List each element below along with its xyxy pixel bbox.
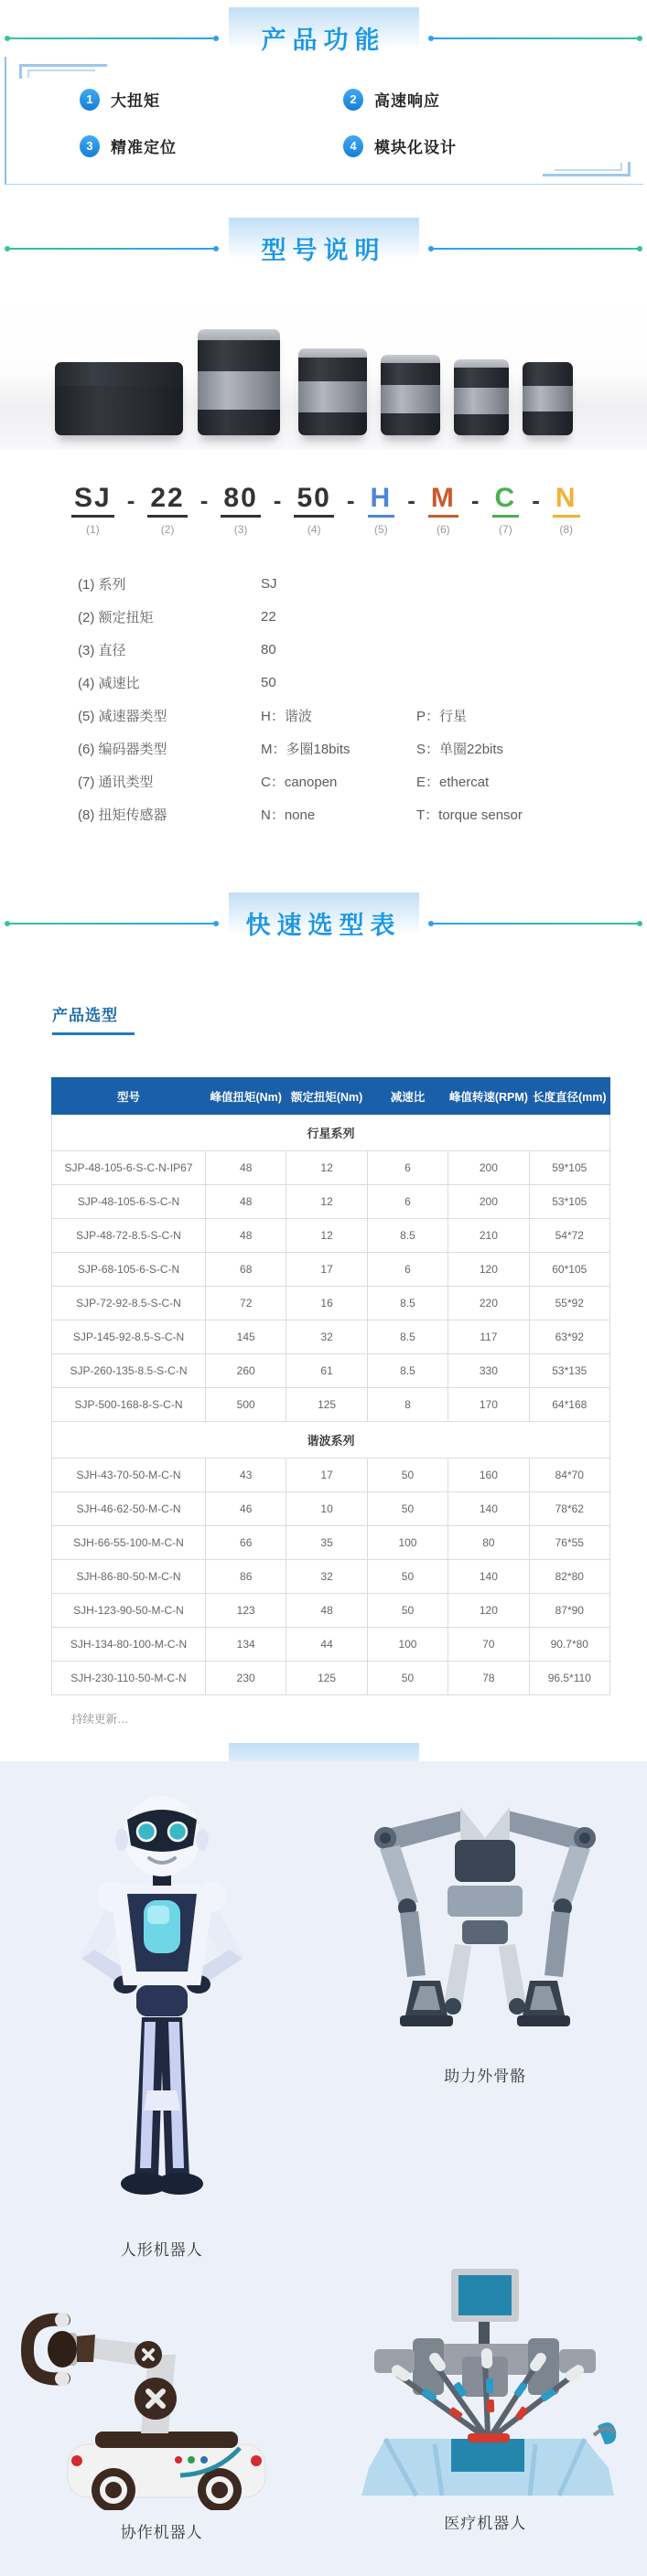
table-cell: 61	[286, 1354, 367, 1388]
code-separator: -	[407, 486, 415, 515]
table-cell: SJP-260-135-8.5-S-C-N	[52, 1354, 206, 1388]
table-cell: 12	[286, 1219, 367, 1253]
table-header-cell: 减速比	[367, 1078, 448, 1115]
table-cell: 120	[448, 1594, 529, 1628]
exoskeleton-illustration	[352, 1798, 618, 2054]
features-card	[5, 57, 643, 185]
actuator-product-5	[454, 359, 509, 435]
table-header-cell: 峰值扭矩(Nm)	[206, 1078, 286, 1115]
table-cell: 125	[286, 1388, 367, 1422]
definition-label: (2) 额定扭矩	[78, 607, 261, 626]
table-row	[52, 1594, 610, 1628]
table-cell: 55*92	[529, 1287, 609, 1320]
definition-value-2: P：行星	[416, 706, 599, 725]
table-cell: 500	[206, 1388, 286, 1422]
table-cell: 8	[367, 1388, 448, 1422]
model-code-index: (6)	[437, 523, 450, 536]
table-cell: SJH-134-80-100-M-C-N	[52, 1628, 206, 1662]
definition-label: (3) 直径	[78, 640, 261, 659]
model-code-index: (1)	[86, 523, 100, 536]
product-selection-tab-label: 产品选型	[52, 1002, 647, 1025]
table-row	[52, 1320, 610, 1354]
corner-decoration-top-left	[19, 64, 107, 79]
product-selection-tab[interactable]	[52, 1002, 647, 1035]
model-code-text: C	[492, 483, 520, 518]
table-cell: 87*90	[529, 1594, 609, 1628]
product-family-image	[0, 294, 647, 450]
caption-cobot-robot: 协作机器人	[121, 2519, 203, 2542]
tab-active-underline	[52, 1032, 135, 1035]
table-cell: 170	[448, 1388, 529, 1422]
definition-row	[78, 633, 647, 666]
table-cell: 76*55	[529, 1526, 609, 1560]
caption-medical-robot: 医疗机器人	[444, 2510, 526, 2533]
table-cell: 63*92	[529, 1320, 609, 1354]
table-row	[52, 1354, 610, 1388]
table-cell: 140	[448, 1560, 529, 1594]
code-separator: -	[200, 486, 209, 515]
table-cell: 17	[286, 1253, 367, 1287]
table-cell: SJP-48-105-6-S-C-N-IP67	[52, 1151, 206, 1185]
table-cell: 48	[206, 1185, 286, 1219]
table-header-row	[52, 1078, 610, 1115]
actuator-product-3	[298, 348, 367, 435]
model-code-text: 50	[294, 483, 333, 518]
table-cell: 70	[448, 1628, 529, 1662]
model-code-index: (4)	[307, 523, 321, 536]
table-cell: 100	[367, 1628, 448, 1662]
table-cell: SJH-230-110-50-M-C-N	[52, 1662, 206, 1695]
table-cell: 125	[286, 1662, 367, 1695]
section-header-model	[0, 218, 647, 267]
definition-label: (7) 通讯类型	[78, 772, 261, 791]
table-row	[52, 1492, 610, 1526]
definition-value-1: N：none	[261, 805, 416, 824]
table-row	[52, 1560, 610, 1594]
table-cell: 68	[206, 1253, 286, 1287]
corner-decoration-bottom-right	[543, 162, 631, 176]
table-cell: 48	[206, 1219, 286, 1253]
figure-cobot-robot	[11, 2282, 313, 2542]
table-row	[52, 1287, 610, 1320]
table-row	[52, 1388, 610, 1422]
humanoid-robot-illustration	[25, 1789, 299, 2228]
table-cell: 230	[206, 1662, 286, 1695]
table-cell: 78*62	[529, 1492, 609, 1526]
caption-humanoid-robot: 人形机器人	[121, 2237, 203, 2260]
model-code-text: M	[428, 483, 458, 518]
table-cell: 100	[367, 1526, 448, 1560]
table-cell: 46	[206, 1492, 286, 1526]
model-code-index: (7)	[499, 523, 512, 536]
table-cell: 60*105	[529, 1253, 609, 1287]
table-cell: 54*72	[529, 1219, 609, 1253]
table-section-cell: 行星系列	[52, 1115, 610, 1151]
table-row	[52, 1151, 610, 1185]
table-cell: 48	[286, 1594, 367, 1628]
definition-row	[78, 797, 647, 830]
table-row	[52, 1185, 610, 1219]
features-grid	[80, 88, 607, 157]
definition-row	[78, 699, 647, 732]
definition-label: (1) 系列	[78, 574, 261, 593]
applications-area	[0, 1761, 647, 2576]
table-cell: 260	[206, 1354, 286, 1388]
medical-robot-illustration	[334, 2265, 636, 2501]
definition-value-2: T：torque sensor	[416, 805, 599, 824]
actuator-product-1	[55, 362, 183, 435]
definition-label: (5) 减速器类型	[78, 706, 261, 725]
table-row	[52, 1219, 610, 1253]
definition-label: (8) 扭矩传感器	[78, 805, 261, 824]
definition-value-2: S：单圈22bits	[416, 739, 599, 758]
definition-row	[78, 666, 647, 699]
table-cell: 12	[286, 1185, 367, 1219]
table-cell: 80	[448, 1526, 529, 1560]
model-code-text: 80	[221, 483, 260, 518]
table-cell: SJP-68-105-6-S-C-N	[52, 1253, 206, 1287]
cobot-robot-illustration	[11, 2282, 313, 2510]
table-cell: 50	[367, 1492, 448, 1526]
table-cell: 50	[367, 1459, 448, 1492]
table-cell: 8.5	[367, 1219, 448, 1253]
feature-item	[80, 134, 343, 157]
model-code-segment	[147, 483, 187, 536]
table-cell: 78	[448, 1662, 529, 1695]
table-cell: 145	[206, 1320, 286, 1354]
table-cell: 123	[206, 1594, 286, 1628]
table-cell: 84*70	[529, 1459, 609, 1492]
feature-item	[343, 134, 607, 157]
table-cell: 82*80	[529, 1560, 609, 1594]
table-header-cell: 型号	[52, 1078, 206, 1115]
table-cell: SJP-145-92-8.5-S-C-N	[52, 1320, 206, 1354]
table-cell: 210	[448, 1219, 529, 1253]
model-code-segment	[221, 483, 260, 536]
definition-value-1: 50	[261, 675, 416, 690]
table-cell: 50	[367, 1662, 448, 1695]
applications-left-column	[0, 1761, 324, 2576]
table-cell: 140	[448, 1492, 529, 1526]
table-cell: 96.5*110	[529, 1662, 609, 1695]
table-cell: 64*168	[529, 1388, 609, 1422]
model-code-segment	[553, 483, 580, 536]
table-cell: 117	[448, 1320, 529, 1354]
section-title-features: 产品功能	[0, 20, 647, 56]
model-code-index: (2)	[161, 523, 175, 536]
definition-value-1: 22	[261, 609, 416, 625]
code-separator: -	[471, 486, 480, 515]
table-cell: 53*105	[529, 1185, 609, 1219]
definition-value-1: 80	[261, 642, 416, 657]
figure-exoskeleton	[352, 1798, 618, 2086]
table-header-cell: 额定扭矩(Nm)	[286, 1078, 367, 1115]
feature-number-badge: 4	[343, 135, 363, 157]
table-cell: 86	[206, 1560, 286, 1594]
actuator-product-4	[381, 355, 440, 435]
table-cell: 120	[448, 1253, 529, 1287]
table-cell: SJH-43-70-50-M-C-N	[52, 1459, 206, 1492]
table-cell: 32	[286, 1320, 367, 1354]
table-cell: 50	[367, 1560, 448, 1594]
table-cell: 8.5	[367, 1320, 448, 1354]
table-cell: 35	[286, 1526, 367, 1560]
actuator-product-6	[523, 362, 573, 435]
table-cell: SJH-46-62-50-M-C-N	[52, 1492, 206, 1526]
definition-row	[78, 764, 647, 797]
table-section-cell: 谐波系列	[52, 1422, 610, 1459]
table-cell: 6	[367, 1253, 448, 1287]
table-section-row	[52, 1115, 610, 1151]
table-cell: 134	[206, 1628, 286, 1662]
feature-label: 高速响应	[374, 88, 440, 111]
table-cell: 32	[286, 1560, 367, 1594]
model-code-text: 22	[147, 483, 187, 518]
code-separator: -	[532, 486, 540, 515]
table-cell: SJP-500-168-8-S-C-N	[52, 1388, 206, 1422]
definition-label: (6) 编码器类型	[78, 739, 261, 758]
model-code-index: (5)	[374, 523, 388, 536]
table-cell: 59*105	[529, 1151, 609, 1185]
feature-item	[80, 88, 343, 111]
definition-value-1: M：多圈18bits	[261, 739, 416, 758]
table-row	[52, 1459, 610, 1492]
caption-exoskeleton: 助力外骨骼	[444, 2063, 526, 2086]
table-cell: 200	[448, 1185, 529, 1219]
model-code	[71, 483, 647, 536]
table-cell: 6	[367, 1185, 448, 1219]
definition-value-2: E：ethercat	[416, 772, 599, 791]
table-cell: 8.5	[367, 1287, 448, 1320]
table-cell: 48	[206, 1151, 286, 1185]
table-header-cell: 长度直径(mm)	[529, 1078, 609, 1115]
applications-right-column	[324, 1761, 647, 2576]
definition-row	[78, 600, 647, 633]
section-header-selection	[0, 893, 647, 942]
table-row	[52, 1628, 610, 1662]
table-cell: 44	[286, 1628, 367, 1662]
table-row	[52, 1526, 610, 1560]
section-title-selection: 快速选型表	[0, 905, 647, 941]
model-code-segment	[368, 483, 395, 536]
model-code-index: (3)	[234, 523, 248, 536]
table-cell: 72	[206, 1287, 286, 1320]
definition-value-1: SJ	[261, 576, 416, 592]
table-cell: SJH-66-55-100-M-C-N	[52, 1526, 206, 1560]
model-code-segment	[294, 483, 333, 536]
table-cell: 200	[448, 1151, 529, 1185]
table-cell: 160	[448, 1459, 529, 1492]
table-cell: 330	[448, 1354, 529, 1388]
table-footnote: 持续更新…	[71, 1710, 647, 1726]
model-code-segment	[71, 483, 114, 536]
table-cell: 6	[367, 1151, 448, 1185]
feature-number-badge: 3	[80, 135, 100, 157]
table-cell: 12	[286, 1151, 367, 1185]
table-cell: 53*135	[529, 1354, 609, 1388]
table-cell: 90.7*80	[529, 1628, 609, 1662]
selection-table	[51, 1077, 610, 1695]
definition-label: (4) 减速比	[78, 673, 261, 692]
table-cell: 50	[367, 1594, 448, 1628]
feature-label: 精准定位	[111, 134, 177, 157]
table-cell: 17	[286, 1459, 367, 1492]
model-code-text: H	[368, 483, 395, 518]
feature-label: 模块化设计	[374, 134, 457, 157]
table-cell: 43	[206, 1459, 286, 1492]
model-code-segment	[492, 483, 520, 536]
model-code-index: (8)	[559, 523, 573, 536]
actuator-product-2	[198, 329, 280, 435]
feature-number-badge: 2	[343, 89, 363, 111]
table-section-row	[52, 1422, 610, 1459]
table-cell: SJH-86-80-50-M-C-N	[52, 1560, 206, 1594]
table-cell: 220	[448, 1287, 529, 1320]
definition-row	[78, 567, 647, 600]
figure-humanoid-robot	[25, 1789, 299, 2260]
model-code-text: SJ	[71, 483, 114, 518]
table-cell: 16	[286, 1287, 367, 1320]
model-code-text: N	[553, 483, 580, 518]
table-cell: SJP-48-72-8.5-S-C-N	[52, 1219, 206, 1253]
section-header-features	[0, 7, 647, 57]
feature-number-badge: 1	[80, 89, 100, 111]
model-code-segment	[428, 483, 458, 536]
definition-value-1: C：canopen	[261, 772, 416, 791]
code-separator: -	[274, 486, 282, 515]
table-cell: 66	[206, 1526, 286, 1560]
code-separator: -	[127, 486, 135, 515]
feature-label: 大扭矩	[111, 88, 160, 111]
table-header-cell: 峰值转速(RPM)	[448, 1078, 529, 1115]
table-cell: 10	[286, 1492, 367, 1526]
section-title-model: 型号说明	[0, 230, 647, 266]
table-cell: SJP-48-105-6-S-C-N	[52, 1185, 206, 1219]
definition-row	[78, 732, 647, 764]
model-definitions	[78, 567, 647, 830]
code-separator: -	[347, 486, 355, 515]
figure-medical-robot	[334, 2265, 636, 2533]
feature-item	[343, 88, 607, 111]
table-cell: 8.5	[367, 1354, 448, 1388]
definition-value-1: H：谐波	[261, 706, 416, 725]
table-row	[52, 1253, 610, 1287]
table-cell: SJP-72-92-8.5-S-C-N	[52, 1287, 206, 1320]
table-cell: SJH-123-90-50-M-C-N	[52, 1594, 206, 1628]
table-row	[52, 1662, 610, 1695]
